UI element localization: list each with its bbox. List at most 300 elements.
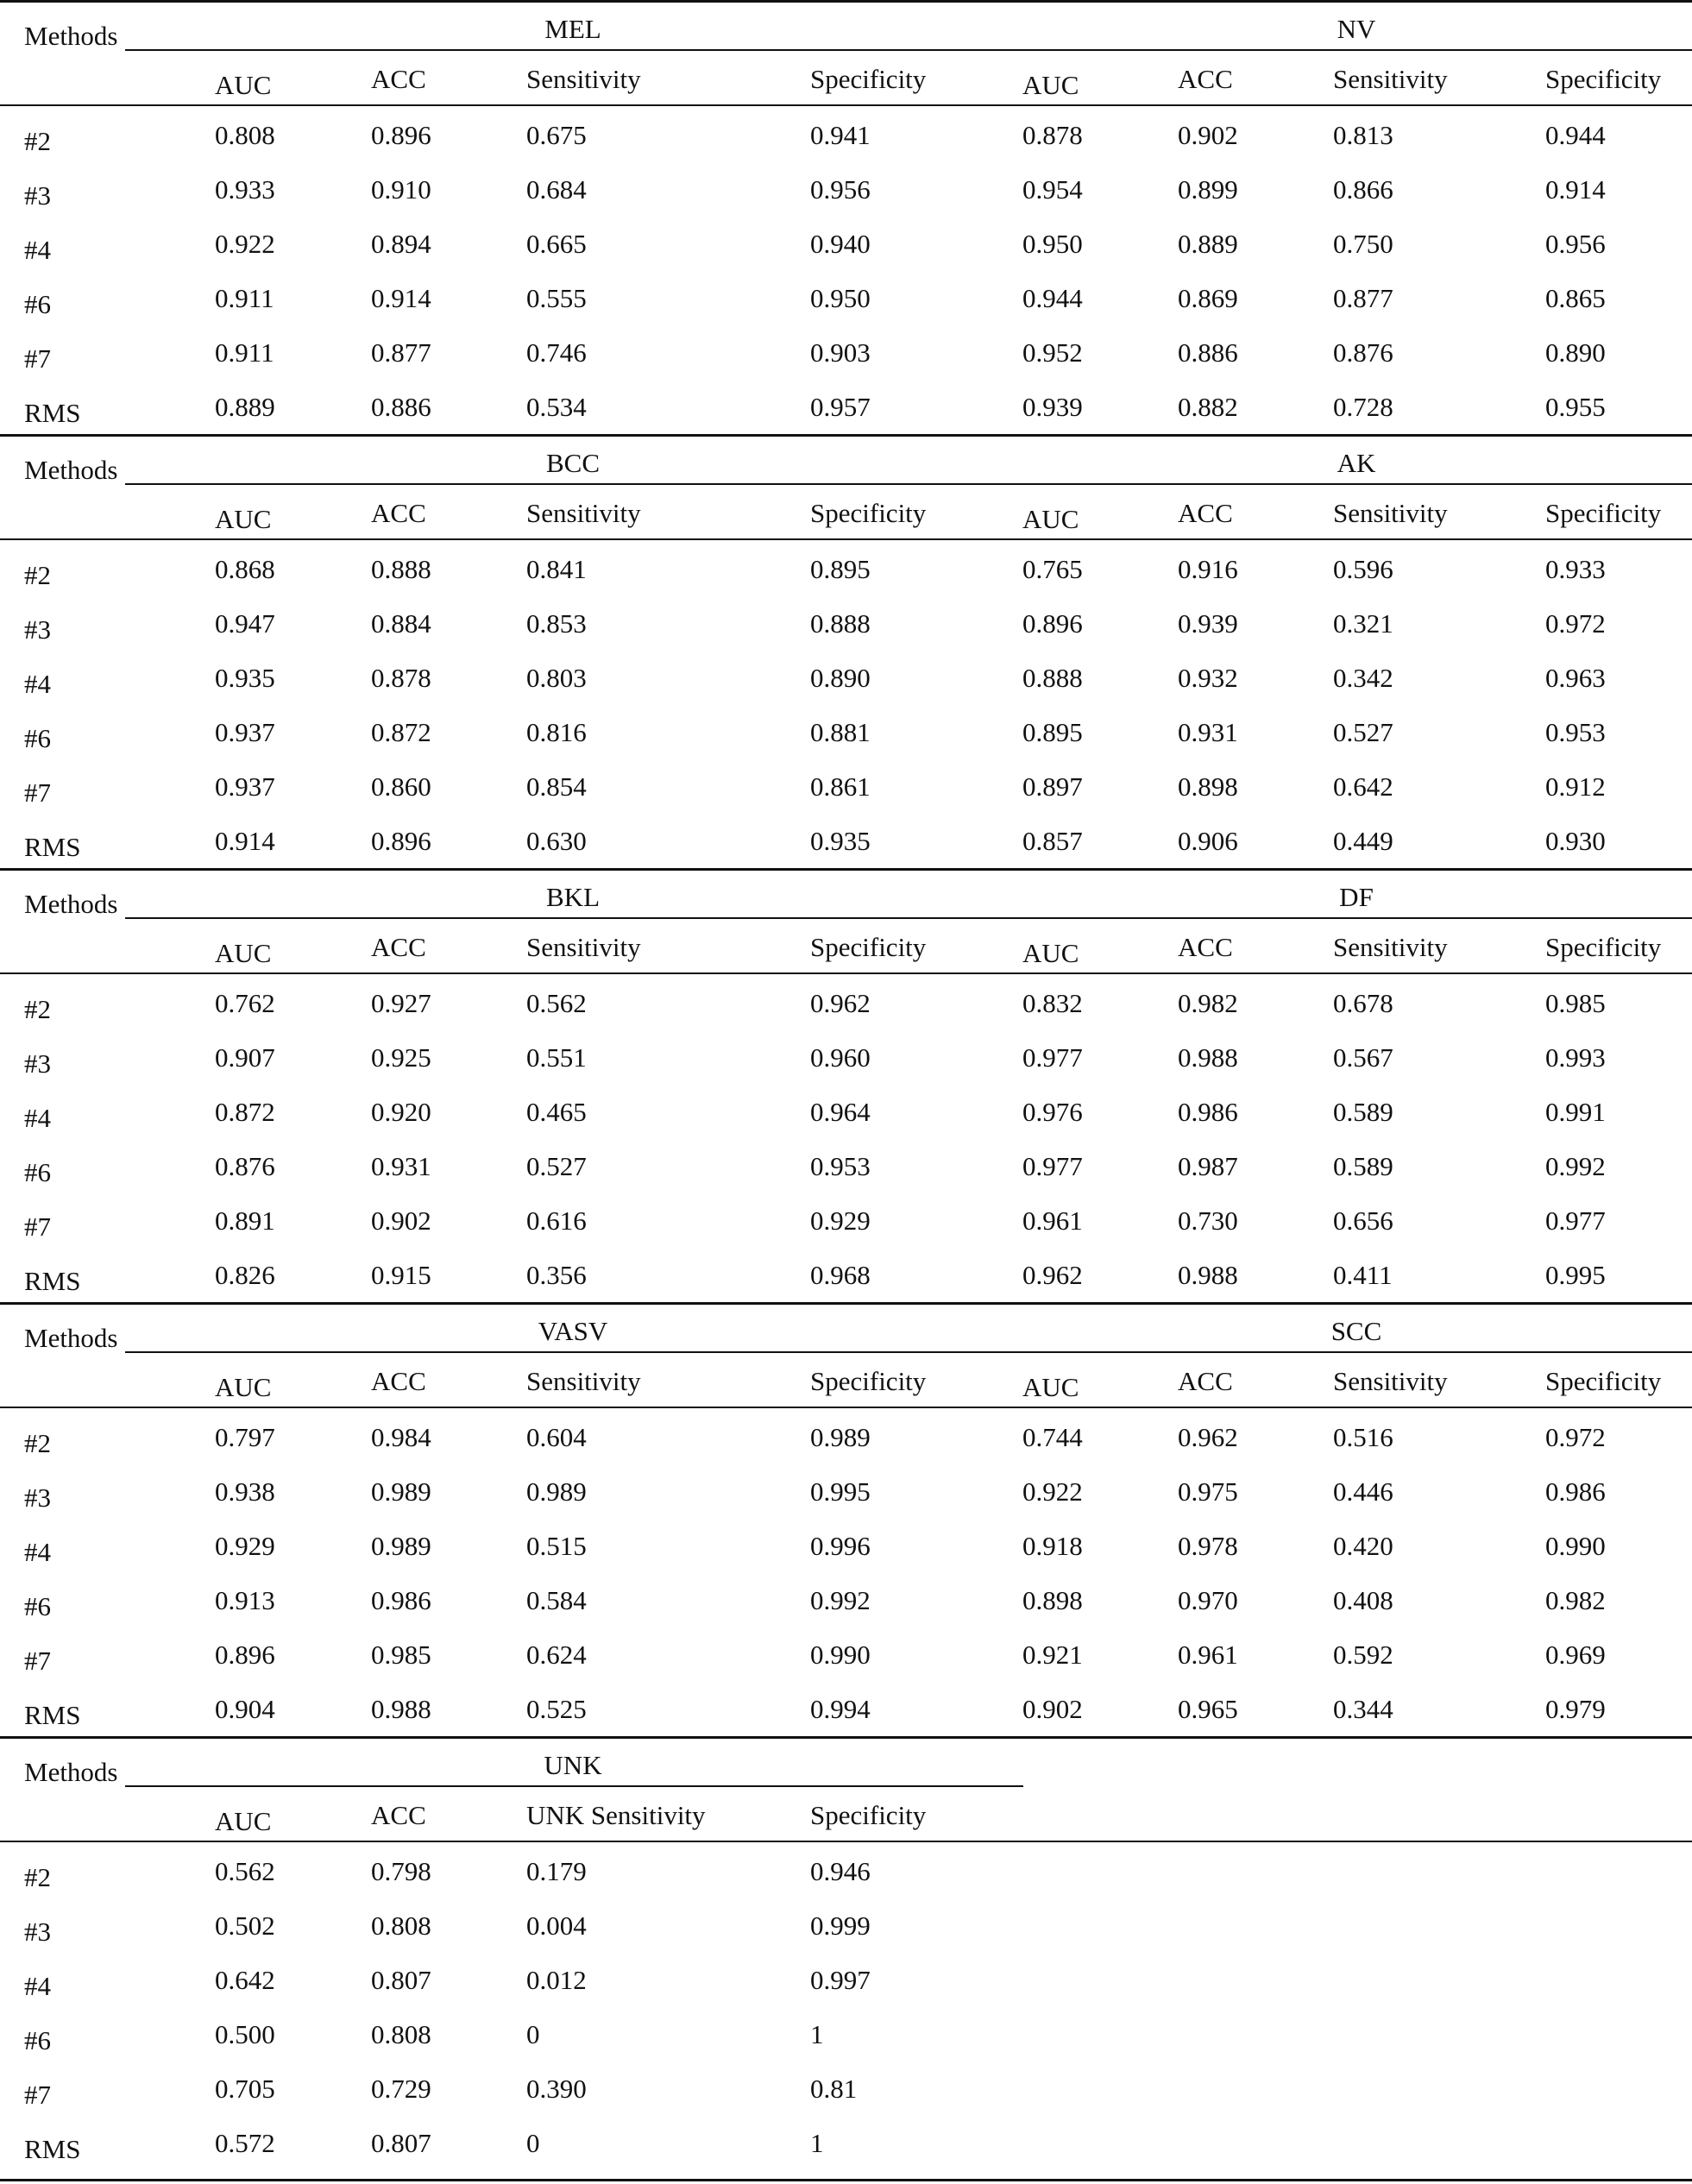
table-cell: 0.927 bbox=[371, 988, 431, 1018]
table-cell: 0.896 bbox=[371, 120, 431, 150]
method-label: #2 bbox=[24, 560, 51, 590]
table-cell: 0.903 bbox=[810, 337, 871, 368]
table-cell: 0.972 bbox=[1545, 1422, 1606, 1452]
table-cell: 0.953 bbox=[1545, 717, 1606, 747]
class-title: BCC bbox=[545, 448, 601, 478]
table-cell: 0.525 bbox=[526, 1694, 587, 1724]
table-cell: 0.408 bbox=[1333, 1585, 1393, 1615]
class-header-rule bbox=[125, 1785, 1023, 1787]
table-cell: 0.912 bbox=[1545, 771, 1606, 802]
table-cell: 0.567 bbox=[1333, 1042, 1393, 1073]
table-cell: 0.977 bbox=[1022, 1151, 1083, 1181]
method-label: #4 bbox=[24, 1971, 51, 2001]
table-cell: 0.929 bbox=[215, 1531, 275, 1561]
table-cell: 0.516 bbox=[1333, 1422, 1393, 1452]
table-cell: 0.930 bbox=[1545, 826, 1606, 856]
table-cell: 0.986 bbox=[371, 1585, 431, 1615]
table-cell: 0.952 bbox=[1022, 337, 1083, 368]
table-cell: 0.916 bbox=[1178, 554, 1238, 584]
metric-header: UNK Sensitivity bbox=[526, 1800, 706, 1830]
table-cell: 0.940 bbox=[810, 229, 871, 259]
table-cell: 0.500 bbox=[215, 2019, 275, 2049]
table-cell: 0.962 bbox=[810, 988, 871, 1018]
metric-header: ACC bbox=[371, 1800, 426, 1830]
table-cell: 0.897 bbox=[1022, 771, 1083, 802]
table-cell: 0.994 bbox=[810, 1694, 871, 1724]
table-cell: 0.411 bbox=[1333, 1260, 1393, 1290]
table-cell: 0.678 bbox=[1333, 988, 1393, 1018]
table-cell: 0.890 bbox=[810, 663, 871, 693]
table-cell: 0.898 bbox=[1022, 1585, 1083, 1615]
table-cell: 0.866 bbox=[1333, 174, 1393, 205]
method-label: #7 bbox=[24, 343, 51, 374]
table-cell: 0.961 bbox=[1178, 1640, 1238, 1670]
table-cell: 0.977 bbox=[1545, 1205, 1606, 1236]
table-cell: 0.956 bbox=[810, 174, 871, 205]
table-cell: 0.642 bbox=[215, 1965, 275, 1995]
table-cell: 0.807 bbox=[371, 1965, 431, 1995]
methods-label: Methods bbox=[24, 455, 118, 485]
table-cell: 0.179 bbox=[526, 1856, 587, 1886]
table-bottom-rule bbox=[0, 2179, 1692, 2181]
table-cell: 0.604 bbox=[526, 1422, 587, 1452]
table-cell: 0.986 bbox=[1178, 1097, 1238, 1127]
metric-header: Sensitivity bbox=[1333, 932, 1448, 962]
method-label: #7 bbox=[24, 2080, 51, 2110]
methods-label: Methods bbox=[24, 889, 118, 919]
table-cell: 0.993 bbox=[1545, 1042, 1606, 1073]
table-cell: 0.975 bbox=[1178, 1476, 1238, 1507]
table-cell: 0.982 bbox=[1545, 1585, 1606, 1615]
metric-header: AUC bbox=[215, 504, 272, 534]
table-cell: 0.562 bbox=[215, 1856, 275, 1886]
table-cell: 0.957 bbox=[810, 392, 871, 422]
table-cell: 0.965 bbox=[1178, 1694, 1238, 1724]
table-cell: 0.982 bbox=[1178, 988, 1238, 1018]
table-cell: 0.584 bbox=[526, 1585, 587, 1615]
table-cell: 0.865 bbox=[1545, 283, 1606, 313]
table-cell: 0.970 bbox=[1178, 1585, 1238, 1615]
table-cell: 1 bbox=[810, 2128, 824, 2158]
table-cell: 0.937 bbox=[215, 771, 275, 802]
metric-header: Specificity bbox=[1545, 498, 1662, 528]
table-cell: 0.915 bbox=[371, 1260, 431, 1290]
table-cell: 0.465 bbox=[526, 1097, 587, 1127]
metric-header-rule bbox=[0, 972, 1692, 974]
table-cell: 0.988 bbox=[371, 1694, 431, 1724]
method-label: #6 bbox=[24, 1157, 51, 1187]
metric-header: AUC bbox=[1022, 938, 1079, 968]
table-cell: 0.992 bbox=[1545, 1151, 1606, 1181]
table-cell: 0.989 bbox=[526, 1476, 587, 1507]
table-cell: 0.995 bbox=[1545, 1260, 1606, 1290]
table-cell: 0.961 bbox=[1022, 1205, 1083, 1236]
table-cell: 0.989 bbox=[371, 1476, 431, 1507]
table-cell: 0.935 bbox=[215, 663, 275, 693]
method-label: #4 bbox=[24, 1103, 51, 1133]
metric-header-rule bbox=[0, 1407, 1692, 1408]
table-cell: 0.750 bbox=[1333, 229, 1393, 259]
table-cell: 0.890 bbox=[1545, 337, 1606, 368]
table-cell: 0.964 bbox=[810, 1097, 871, 1127]
class-title: BKL bbox=[546, 882, 600, 912]
table-cell: 0.342 bbox=[1333, 663, 1393, 693]
method-label: RMS bbox=[24, 832, 81, 862]
table-cell: 0.988 bbox=[1178, 1042, 1238, 1073]
method-label: #3 bbox=[24, 1482, 51, 1513]
table-cell: 0.929 bbox=[810, 1205, 871, 1236]
metric-header: ACC bbox=[1178, 64, 1233, 94]
table-cell: 0.946 bbox=[810, 1856, 871, 1886]
table-cell: 0.616 bbox=[526, 1205, 587, 1236]
table-cell: 0.857 bbox=[1022, 826, 1083, 856]
table-cell: 0.989 bbox=[371, 1531, 431, 1561]
table-cell: 0.730 bbox=[1178, 1205, 1238, 1236]
table-cell: 0.534 bbox=[526, 392, 587, 422]
table-cell: 0.808 bbox=[215, 120, 275, 150]
table-cell: 0.81 bbox=[810, 2074, 858, 2104]
metric-header-rule bbox=[0, 104, 1692, 106]
metric-header: AUC bbox=[215, 1372, 272, 1402]
table-cell: 0.502 bbox=[215, 1910, 275, 1941]
table-cell: 0.960 bbox=[810, 1042, 871, 1073]
table-cell: 0.991 bbox=[1545, 1097, 1606, 1127]
method-label: #3 bbox=[24, 614, 51, 645]
table-cell: 0.684 bbox=[526, 174, 587, 205]
table-cell: 0.918 bbox=[1022, 1531, 1083, 1561]
table-cell: 0.562 bbox=[526, 988, 587, 1018]
table-cell: 0.906 bbox=[1178, 826, 1238, 856]
table-cell: 0.446 bbox=[1333, 1476, 1393, 1507]
table-cell: 0.762 bbox=[215, 988, 275, 1018]
class-title: NV bbox=[1337, 14, 1376, 44]
metric-header: Sensitivity bbox=[1333, 1366, 1448, 1396]
table-cell: 0.004 bbox=[526, 1910, 587, 1941]
table-cell: 0.933 bbox=[215, 174, 275, 205]
metric-header: AUC bbox=[1022, 70, 1079, 100]
table-cell: 0.987 bbox=[1178, 1151, 1238, 1181]
table-cell: 0.937 bbox=[215, 717, 275, 747]
table-cell: 0.963 bbox=[1545, 663, 1606, 693]
method-label: #2 bbox=[24, 1428, 51, 1458]
method-label: #2 bbox=[24, 994, 51, 1024]
table-cell: 0.954 bbox=[1022, 174, 1083, 205]
table-cell: 0.931 bbox=[371, 1151, 431, 1181]
table-cell: 0.807 bbox=[371, 2128, 431, 2158]
method-label: RMS bbox=[24, 398, 81, 428]
method-label: #4 bbox=[24, 1537, 51, 1567]
table-cell: 0.907 bbox=[215, 1042, 275, 1073]
table-cell: 0.882 bbox=[1178, 392, 1238, 422]
table-cell: 0.922 bbox=[1022, 1476, 1083, 1507]
table-cell: 0.765 bbox=[1022, 554, 1083, 584]
table-cell: 0.798 bbox=[371, 1856, 431, 1886]
table-cell: 0.925 bbox=[371, 1042, 431, 1073]
metric-header: Specificity bbox=[1545, 1366, 1662, 1396]
metric-header-rule bbox=[0, 1841, 1692, 1842]
table-cell: 0.979 bbox=[1545, 1694, 1606, 1724]
table-cell: 0.921 bbox=[1022, 1640, 1083, 1670]
table-cell: 0.624 bbox=[526, 1640, 587, 1670]
table-cell: 0.888 bbox=[371, 554, 431, 584]
table-cell: 0.972 bbox=[1545, 608, 1606, 639]
block-top-rule bbox=[0, 868, 1692, 871]
methods-label: Methods bbox=[24, 21, 118, 51]
table-cell: 0.803 bbox=[526, 663, 587, 693]
class-title: DF bbox=[1339, 882, 1374, 912]
table-cell: 0.894 bbox=[371, 229, 431, 259]
class-header-rule bbox=[125, 483, 1692, 485]
table-cell: 0.995 bbox=[810, 1476, 871, 1507]
class-title: MEL bbox=[544, 14, 601, 44]
method-label: #4 bbox=[24, 235, 51, 265]
table-cell: 0 bbox=[526, 2128, 540, 2158]
table-cell: 0.898 bbox=[1178, 771, 1238, 802]
table-cell: 0.984 bbox=[371, 1422, 431, 1452]
table-cell: 0.902 bbox=[1178, 120, 1238, 150]
table-cell: 0.986 bbox=[1545, 1476, 1606, 1507]
table-cell: 0.728 bbox=[1333, 392, 1393, 422]
method-label: #6 bbox=[24, 1591, 51, 1621]
table-cell: 0.886 bbox=[371, 392, 431, 422]
table-cell: 1 bbox=[810, 2019, 824, 2049]
metric-header: Specificity bbox=[810, 1800, 927, 1830]
table-cell: 0.933 bbox=[1545, 554, 1606, 584]
table-cell: 0.642 bbox=[1333, 771, 1393, 802]
table-cell: 0.705 bbox=[215, 2074, 275, 2104]
table-cell: 0.665 bbox=[526, 229, 587, 259]
metric-header: AUC bbox=[1022, 1372, 1079, 1402]
table-cell: 0.992 bbox=[810, 1585, 871, 1615]
table-cell: 0.996 bbox=[810, 1531, 871, 1561]
table-cell: 0.420 bbox=[1333, 1531, 1393, 1561]
table-cell: 0.551 bbox=[526, 1042, 587, 1073]
metric-header: Specificity bbox=[810, 1366, 927, 1396]
table-cell: 0.999 bbox=[810, 1910, 871, 1941]
table-cell: 0.962 bbox=[1022, 1260, 1083, 1290]
metric-header: Sensitivity bbox=[526, 1366, 641, 1396]
block-top-rule bbox=[0, 434, 1692, 437]
class-title: VASV bbox=[538, 1316, 608, 1346]
table-cell: 0.876 bbox=[1333, 337, 1393, 368]
table-cell: 0.344 bbox=[1333, 1694, 1393, 1724]
table-cell: 0.515 bbox=[526, 1531, 587, 1561]
method-label: #6 bbox=[24, 289, 51, 319]
table-cell: 0.888 bbox=[810, 608, 871, 639]
table-cell: 0.589 bbox=[1333, 1151, 1393, 1181]
table-cell: 0.950 bbox=[1022, 229, 1083, 259]
method-label: #7 bbox=[24, 777, 51, 808]
table-cell: 0.872 bbox=[215, 1097, 275, 1127]
metric-header: ACC bbox=[371, 1366, 426, 1396]
table-cell: 0.449 bbox=[1333, 826, 1393, 856]
metric-header: AUC bbox=[215, 1806, 272, 1836]
metric-header: ACC bbox=[1178, 932, 1233, 962]
table-cell: 0.860 bbox=[371, 771, 431, 802]
table-cell: 0.881 bbox=[810, 717, 871, 747]
method-label: #3 bbox=[24, 1917, 51, 1947]
methods-label: Methods bbox=[24, 1757, 118, 1787]
metric-header: Specificity bbox=[810, 932, 927, 962]
table-cell: 0.891 bbox=[215, 1205, 275, 1236]
table-cell: 0.555 bbox=[526, 283, 587, 313]
metric-header: ACC bbox=[1178, 1366, 1233, 1396]
table-cell: 0.990 bbox=[1545, 1531, 1606, 1561]
table-cell: 0.869 bbox=[1178, 283, 1238, 313]
table-cell: 0.896 bbox=[371, 826, 431, 856]
table-cell: 0.941 bbox=[810, 120, 871, 150]
table-cell: 0.899 bbox=[1178, 174, 1238, 205]
table-cell: 0.969 bbox=[1545, 1640, 1606, 1670]
table-cell: 0.886 bbox=[1178, 337, 1238, 368]
table-cell: 0.902 bbox=[1022, 1694, 1083, 1724]
method-label: #3 bbox=[24, 180, 51, 211]
table-cell: 0.947 bbox=[215, 608, 275, 639]
table-cell: 0.985 bbox=[371, 1640, 431, 1670]
table-cell: 0.861 bbox=[810, 771, 871, 802]
table-cell: 0.878 bbox=[1022, 120, 1083, 150]
metric-header: ACC bbox=[1178, 498, 1233, 528]
metric-header: Sensitivity bbox=[526, 498, 641, 528]
table-cell: 0.968 bbox=[810, 1260, 871, 1290]
table-cell: 0.808 bbox=[371, 2019, 431, 2049]
method-label: #6 bbox=[24, 723, 51, 753]
table-cell: 0.527 bbox=[1333, 717, 1393, 747]
table-cell: 0.944 bbox=[1022, 283, 1083, 313]
table-cell: 0.939 bbox=[1022, 392, 1083, 422]
class-title: UNK bbox=[544, 1750, 602, 1780]
metric-header: Sensitivity bbox=[1333, 498, 1448, 528]
table-cell: 0.955 bbox=[1545, 392, 1606, 422]
metric-header: Specificity bbox=[810, 498, 927, 528]
method-label: RMS bbox=[24, 1266, 81, 1296]
table-cell: 0.878 bbox=[371, 663, 431, 693]
table-cell: 0.589 bbox=[1333, 1097, 1393, 1127]
table-cell: 0.675 bbox=[526, 120, 587, 150]
class-header-rule bbox=[125, 1351, 1692, 1353]
table-cell: 0.356 bbox=[526, 1260, 587, 1290]
metric-header: ACC bbox=[371, 64, 426, 94]
table-cell: 0.841 bbox=[526, 554, 587, 584]
table-cell: 0.826 bbox=[215, 1260, 275, 1290]
table-cell: 0.872 bbox=[371, 717, 431, 747]
block-top-rule bbox=[0, 1302, 1692, 1305]
table-cell: 0.746 bbox=[526, 337, 587, 368]
table-cell: 0.889 bbox=[215, 392, 275, 422]
table-cell: 0.914 bbox=[371, 283, 431, 313]
block-top-rule bbox=[0, 0, 1692, 3]
class-title: AK bbox=[1337, 448, 1376, 478]
table-cell: 0.895 bbox=[1022, 717, 1083, 747]
method-label: #6 bbox=[24, 2025, 51, 2055]
table-cell: 0.939 bbox=[1178, 608, 1238, 639]
metric-header: Specificity bbox=[1545, 932, 1662, 962]
metric-header: AUC bbox=[215, 938, 272, 968]
table-cell: 0.854 bbox=[526, 771, 587, 802]
table-cell: 0.012 bbox=[526, 1965, 587, 1995]
table-cell: 0.797 bbox=[215, 1422, 275, 1452]
method-label: #2 bbox=[24, 1862, 51, 1892]
table-cell: 0 bbox=[526, 2019, 540, 2049]
table-cell: 0.978 bbox=[1178, 1531, 1238, 1561]
table-cell: 0.896 bbox=[215, 1640, 275, 1670]
method-label: #7 bbox=[24, 1646, 51, 1676]
table-cell: 0.914 bbox=[215, 826, 275, 856]
table-cell: 0.853 bbox=[526, 608, 587, 639]
table-cell: 0.744 bbox=[1022, 1422, 1083, 1452]
table-cell: 0.877 bbox=[371, 337, 431, 368]
table-cell: 0.989 bbox=[810, 1422, 871, 1452]
table-cell: 0.888 bbox=[1022, 663, 1083, 693]
metric-header: ACC bbox=[371, 498, 426, 528]
table-cell: 0.813 bbox=[1333, 120, 1393, 150]
table-cell: 0.876 bbox=[215, 1151, 275, 1181]
table-cell: 0.877 bbox=[1333, 283, 1393, 313]
table-cell: 0.938 bbox=[215, 1476, 275, 1507]
table-cell: 0.572 bbox=[215, 2128, 275, 2158]
table-cell: 0.920 bbox=[371, 1097, 431, 1127]
methods-label: Methods bbox=[24, 1323, 118, 1353]
class-header-rule bbox=[125, 917, 1692, 919]
table-cell: 0.935 bbox=[810, 826, 871, 856]
table-cell: 0.321 bbox=[1333, 608, 1393, 639]
table-cell: 0.922 bbox=[215, 229, 275, 259]
table-cell: 0.527 bbox=[526, 1151, 587, 1181]
table-cell: 0.656 bbox=[1333, 1205, 1393, 1236]
metric-header: AUC bbox=[215, 70, 272, 100]
table-cell: 0.390 bbox=[526, 2074, 587, 2104]
metric-header: Sensitivity bbox=[1333, 64, 1448, 94]
metric-header: Specificity bbox=[1545, 64, 1662, 94]
table-cell: 0.931 bbox=[1178, 717, 1238, 747]
table-cell: 0.832 bbox=[1022, 988, 1083, 1018]
method-label: #2 bbox=[24, 126, 51, 156]
table-cell: 0.990 bbox=[810, 1640, 871, 1670]
table-cell: 0.896 bbox=[1022, 608, 1083, 639]
table-cell: 0.988 bbox=[1178, 1260, 1238, 1290]
table-cell: 0.816 bbox=[526, 717, 587, 747]
table-cell: 0.902 bbox=[371, 1205, 431, 1236]
metric-header: Sensitivity bbox=[526, 932, 641, 962]
metric-header: AUC bbox=[1022, 504, 1079, 534]
table-cell: 0.808 bbox=[371, 1910, 431, 1941]
table-cell: 0.953 bbox=[810, 1151, 871, 1181]
table-cell: 0.596 bbox=[1333, 554, 1393, 584]
table-cell: 0.914 bbox=[1545, 174, 1606, 205]
table-cell: 0.910 bbox=[371, 174, 431, 205]
table-cell: 0.630 bbox=[526, 826, 587, 856]
table-cell: 0.895 bbox=[810, 554, 871, 584]
table-cell: 0.985 bbox=[1545, 988, 1606, 1018]
table-cell: 0.904 bbox=[215, 1694, 275, 1724]
table-cell: 0.997 bbox=[810, 1965, 871, 1995]
metric-header: Specificity bbox=[810, 64, 927, 94]
table-cell: 0.956 bbox=[1545, 229, 1606, 259]
method-label: RMS bbox=[24, 1700, 81, 1730]
table-cell: 0.729 bbox=[371, 2074, 431, 2104]
method-label: #4 bbox=[24, 669, 51, 699]
table-cell: 0.868 bbox=[215, 554, 275, 584]
metric-header: Sensitivity bbox=[526, 64, 641, 94]
method-label: #3 bbox=[24, 1048, 51, 1079]
table-cell: 0.911 bbox=[215, 337, 274, 368]
table-cell: 0.889 bbox=[1178, 229, 1238, 259]
table-cell: 0.962 bbox=[1178, 1422, 1238, 1452]
table-cell: 0.884 bbox=[371, 608, 431, 639]
table-cell: 0.913 bbox=[215, 1585, 275, 1615]
method-label: RMS bbox=[24, 2134, 81, 2164]
block-top-rule bbox=[0, 1736, 1692, 1739]
